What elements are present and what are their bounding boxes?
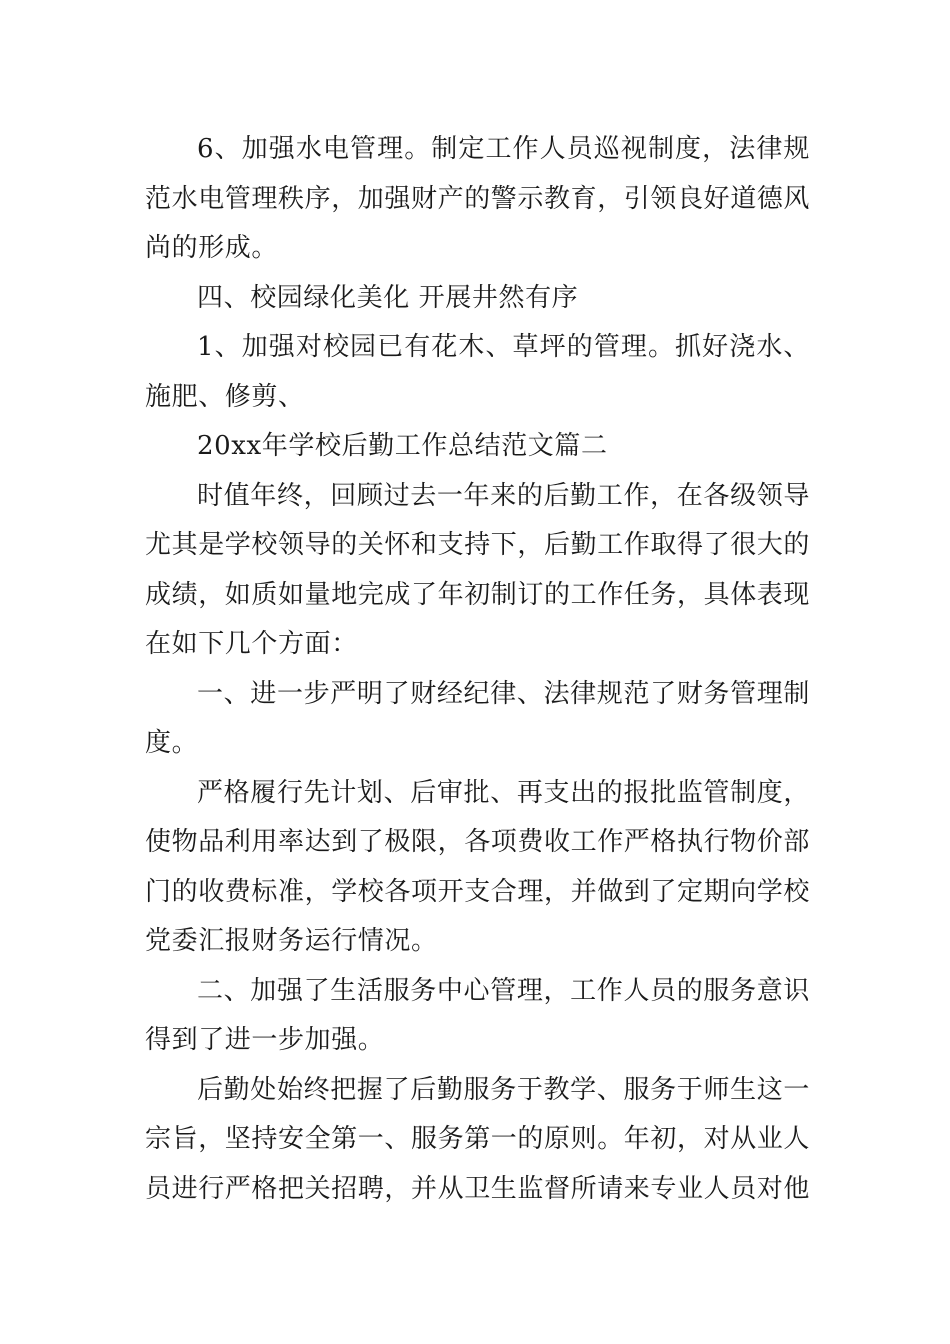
paragraph-finance-details: 严格履行先计划、后审批、再支出的报批监管制度，使物品利用率达到了极限，各项费收工作严格执行物价部门的收费标准，学校各项开支合理，并做到了定期向学校党委汇报财务运行情况。	[145, 777, 811, 956]
section-heading-greening: 四、校园绿化美化 开展井然有序	[197, 282, 579, 313]
paragraph-greening-item-1: 1、加强对校园已有花木、草坪的管理。抓好浇水、施肥、修剪、	[145, 332, 810, 412]
section-heading-service-center: 二、加强了生活服务中心管理，工作人员的服务意识得到了进一步加强。	[145, 975, 810, 1055]
paragraph-water-electricity: 6、加强水电管理。制定工作人员巡视制度，法律规范水电管理秩序，加强财产的警示教育，引领良好道德风尚的形成。	[145, 134, 811, 263]
document-body	[145, 125, 810, 1214]
paragraph-intro: 时值年终，回顾过去一年来的后勤工作，在各级领导尤其是学校领导的关怀和支持下，后勤工作取得了很大的成绩，如质如量地完成了年初制订的工作任务，具体表现在如下几个方面：	[145, 480, 811, 659]
section-heading-finance: 一、进一步严明了财经纪律、法律规范了财务管理制度。	[145, 678, 810, 758]
paragraph-service-details: 后勤处始终把握了后勤服务于教学、服务于师生这一宗旨，坚持安全第一、服务第一的原则。年初，对从业人员进行严格把关招聘，并从卫生监督所请来专业人员对他	[145, 1074, 811, 1204]
article-title-part-two: 20xx年学校后勤工作总结范文篇二	[197, 431, 608, 461]
